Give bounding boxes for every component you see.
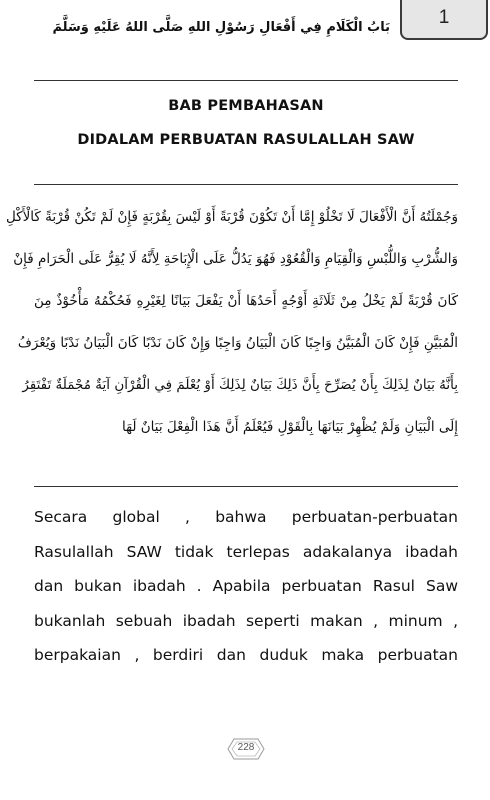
page-number: 228 (237, 742, 255, 753)
arabic-line: إِلَى الْبَيَانِ وَلَمْ يُظْهِرْ بَيَانَهَا بِالْقَوْلِ فَيُعْلَمُ أَنَّ هَذَا الْفِعْلَ بَيَانٌ لَهَا (122, 419, 458, 435)
translation-line: bukanlah sebuah ibadah seperti makan , minum , (34, 611, 458, 630)
arabic-line: وَالشُّرْبِ وَاللُّبْسِ وَالْقِيَامِ وَالْقُعُوْدِ فَهُوَ يَدُلُّ عَلَى الْإِبَاحَةِ لِأَنَّهُ لَا يُقِرُّ عَلَى الْحَرَامِ فَإِنْ (13, 251, 458, 267)
arabic-line: الْمُبَيَّنِ فَإِنْ كَانَ الْمُبَيَّنُ وَاجِبًا كَانَ الْبَيَانُ وَاجِبًا وَإِنْ كَانَ نَدْبًا كَانَ الْبَيَانُ نَدْبًا وَيُعْرَفُ (17, 335, 458, 351)
translation-line: Secara global , bahwa perbuatan-perbuatan (34, 508, 458, 526)
arabic-line: كَانَ قُرْبَةً لَمْ يَخْلُ مِنْ ثَلَاثَةِ أَوْجُهٍ أَحَدُهَا أَنْ يَفْعَلَ بَيَانًا لِغَيْرِهِ فَحُكْمُهُ مَأْخُوْذٌ مِنَ (34, 293, 458, 309)
title-line-2: DIDALAM PERBUATAN RASULALLAH SAW (77, 132, 415, 148)
chapter-number: 1 (438, 7, 450, 28)
translation-line: dan bukan ibadah . Apabila perbuatan Rasul Saw (34, 577, 458, 596)
translation-line: berpakaian , berdiri dan duduk maka perbuatan (34, 646, 458, 665)
divider-middle (34, 184, 458, 185)
arabic-line: وَجُمْلَتُهُ أَنَّ الْأَفْعَالَ لَا تَخْلُوْ إِمَّا أَنْ تَكُوْنَ قُرْبَةً أَوْ لَيْسَ بِقُرْبَةٍ فَإِنْ لَمْ تَكُنْ قُرْبَةً كَالْأَكْلِ (5, 209, 458, 225)
arabic-chapter-title: بَابُ الْكَلَامِ فِي أَفْعَالِ رَسُوْلِ اللهِ صَلَّى اللهُ عَلَيْهِ وَسَلَّمَ (52, 20, 390, 35)
divider-top (34, 80, 458, 81)
chapter-tab (400, 0, 488, 40)
arabic-line: بِأَنَّهُ بَيَانٌ لِذَلِكَ بِأَنْ يُصَرِّحَ بِأَنَّ ذَلِكَ بَيَانٌ لِذَلِكَ أَوْ يُعْلَمَ فِي الْقُرْآنِ آيَةٌ مُجْمَلَةٌ تَفْتَقِرُ (22, 377, 458, 393)
translation-line: Rasulallah SAW tidak terlepas adakalanya ibadah (34, 542, 458, 561)
translation-paragraph (34, 500, 458, 673)
arabic-passage (5, 196, 458, 448)
title-line-1: BAB PEMBAHASAN (168, 98, 324, 114)
page-number-ornament (226, 736, 266, 762)
divider-bottom (34, 486, 458, 487)
